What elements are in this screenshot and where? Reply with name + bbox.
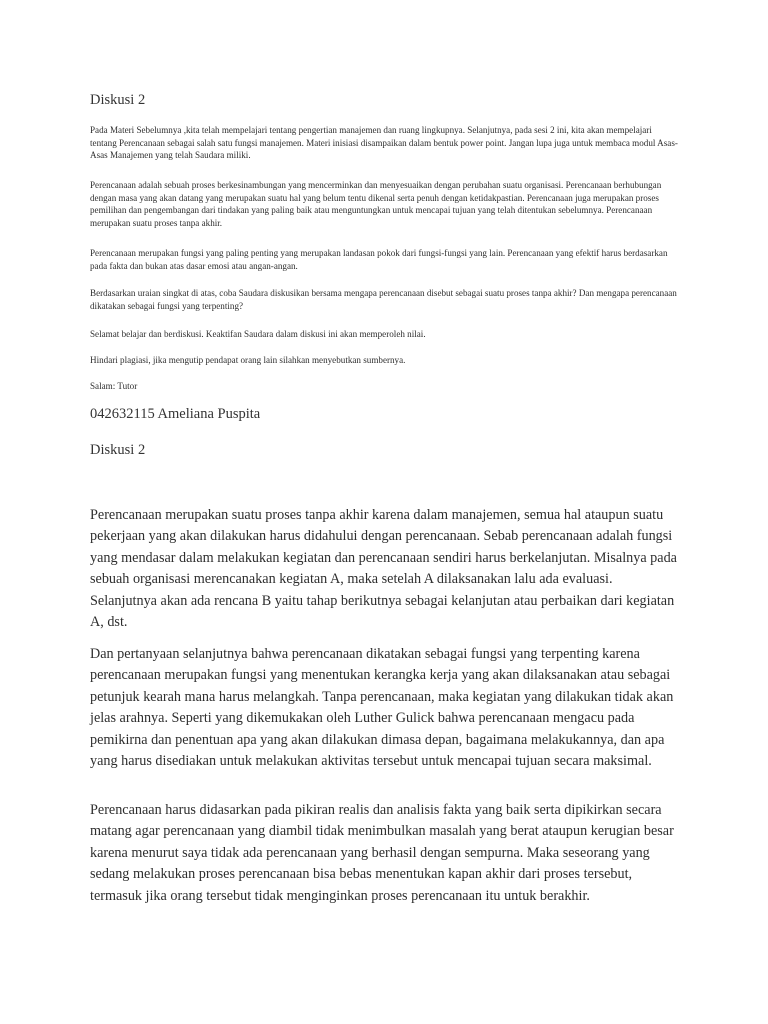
- answer-paragraph-3: Perencanaan harus didasarkan pada pikiran realis dan analisis fakta yang baik serta dipikirkan secara matang agar perencanaan yang diambil tidak menimbulkan masalah yang berat ataupun kerugian besar karena menurut saya tidak ada perencanaan yang berhasil dengan sempurna. Maka seseorang yang sedang melakukan proses perencanaan bisa bebas menentukan kapan akhir dari proses tersebut, termasuk jika orang tersebut tidak menginginkan proses perencanaan itu untuk berakhir.: [90, 802, 674, 904]
- prompt-signature: Salam: Tutor: [90, 381, 138, 391]
- prompt-paragraph-6: Hindari plagiasi, jika mengutip pendapat orang lain silahkan menyebutkan sumbernya.: [90, 355, 406, 365]
- prompt-paragraph-2: Perencanaan adalah sebuah proses berkesinambungan yang mencerminkan dan menyesuaikan dengan perubahan suatu organisasi. Perencanaan berhubungan dengan masa yang akan datang yang merupakan suatu hal yang belum tentu dikenal serta penuh dengan ketidakpastian. Perencanaan juga merupakan proses pemilihan dan pengembangan dari tindakan yang paling baik atau menguntungkan untuk mencapai tujuan yang telah ditentukan sebelumnya. Perencanaan merupakan suatu proses tanpa akhir.: [90, 180, 662, 229]
- prompt-paragraph-4: Berdasarkan uraian singkat di atas, coba Saudara diskusikan bersama mengapa perencanaan disebut sebagai suatu proses tanpa akhir? Dan mengapa perencanaan dikatakan sebagai fungsi yang terpenting?: [90, 288, 677, 311]
- answer-title: Diskusi 2: [90, 442, 146, 458]
- prompt-paragraph-3: Perencanaan merupakan fungsi yang paling penting yang merupakan landasan pokok dari fungsi-fungsi yang lain. Perencanaan yang efektif harus berdasarkan pada fakta dan bukan atas dasar emosi atau angan-angan.: [90, 248, 668, 271]
- prompt-paragraph-1: Pada Materi Sebelumnya ,kita telah mempelajari tentang pengertian manajemen dan ruang lingkupnya. Selanjutnya, pada sesi 2 ini, kita akan mempelajari tentang Perencanaan sebagai salah satu fungsi manajemen. Materi inisiasi disampaikan dalam bentuk power point. Jangan lupa juga untuk membaca modul Asas-Asas Manajemen yang telah Saudara miliki.: [90, 125, 678, 161]
- answer-paragraph-1: Perencanaan merupakan suatu proses tanpa akhir karena dalam manajemen, semua hal ataupun suatu pekerjaan yang akan dilakukan harus didahului dengan perencanaan. Sebab perencanaan adalah fungsi yang mendasar dalam melakukan kegiatan dan perencanaan sendiri harus berkelanjutan. Misalnya pada sebuah organisasi merencanakan kegiatan A, maka setelah A dilaksanakan lalu ada evaluasi. Selanjutnya akan ada rencana B yaitu tahap berikutnya sebagai kelanjutan atau perbaikan dari kegiatan A, dst.: [90, 507, 677, 631]
- prompt-paragraph-5: Selamat belajar dan berdiskusi. Keaktifan Saudara dalam diskusi ini akan memperoleh nilai.: [90, 329, 426, 339]
- prompt-title: Diskusi 2: [90, 92, 146, 108]
- answer-paragraph-2: Dan pertanyaan selanjutnya bahwa perencanaan dikatakan sebagai fungsi yang terpenting karena perencanaan merupakan fungsi yang menentukan kerangka kerja yang akan dilaksanakan atau sebagai petunjuk kearah mana harus melangkah. Tanpa perencanaan, maka kegiatan yang dilakukan tidak akan jelas arahnya. Seperti yang dikemukakan oleh Luther Gulick bahwa perencanaan mengacu pada pemikirna dan penentuan apa yang akan dilakukan dimasa depan, bagaimana melakukannya, dan apa yang harus disediakan untuk melakukan aktivitas tersebut untuk mencapai tujuan secara maksimal.: [90, 646, 674, 770]
- answer-author: 042632115 Ameliana Puspita: [90, 406, 261, 422]
